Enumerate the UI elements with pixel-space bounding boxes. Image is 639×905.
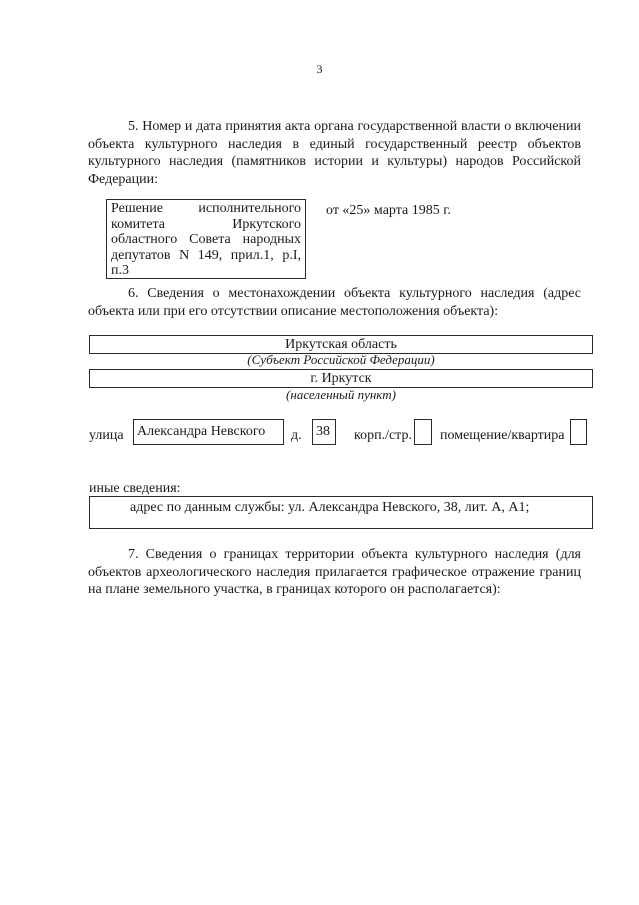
apartment-label: помещение/квартира [440, 428, 565, 443]
section-6-text: 6. Сведения о местонахождении объекта культурного наследия (адрес объекта или при его отсутствии описание местоположения объекта): [88, 286, 581, 319]
house-label: д. [291, 428, 302, 443]
decision-date: от «25» марта 1985 г. [326, 203, 451, 218]
decision-box: Решение исполнительного комитета Иркутского областного Совета народных депутатов N 149, прил.1, р.I, п.3 [106, 199, 306, 279]
region-caption: (Субъект Российской Федерации) [247, 352, 435, 367]
city-caption: (населенный пункт) [286, 387, 396, 402]
city-field: г. Иркутск [89, 369, 593, 388]
house-field: 38 [312, 419, 336, 445]
building-label: корп./стр. [354, 428, 412, 443]
other-field: адрес по данным службы: ул. Александра Невского, 38, лит. А, А1; [89, 496, 593, 529]
building-field [414, 419, 432, 445]
street-label: улица [89, 428, 124, 443]
street-field: Александра Невского [133, 419, 284, 445]
page-number: 3 [316, 62, 323, 76]
section-7-text: 7. Сведения о границах территории объекта культурного наследия (для объектов археологического наследия прилагается графическое отражение границ на плане земельного участка, в границах которого он располагается): [88, 547, 581, 597]
other-label: иные сведения: [89, 481, 181, 496]
section-5-text: 5. Номер и дата принятия акта органа государственной власти о включении объекта культурного наследия в единый государственный реестр объектов культурного наследия (памятников истории и культуры) народов Российской Федерации: [88, 119, 581, 187]
region-field: Иркутская область [89, 335, 593, 354]
apartment-field [570, 419, 587, 445]
